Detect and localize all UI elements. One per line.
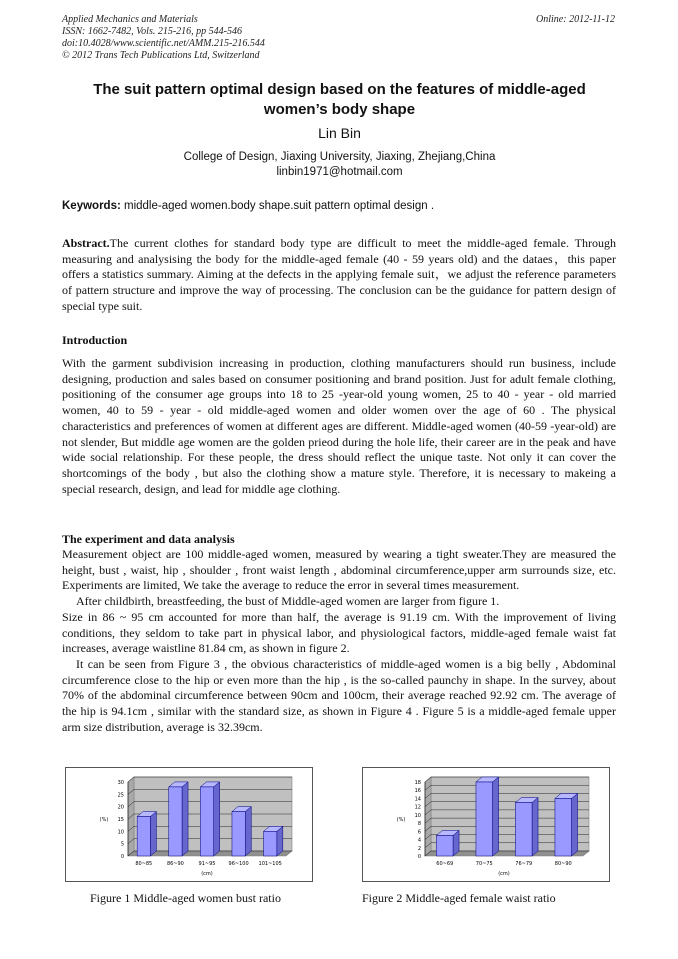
abstract-text: The current clothes for standard body type are difficult to meet the middle-aged female. Through measuring and analysising the body for the middle-aged female (40 - 59 years old) and the dataes，this paper offers a statistics summary. Aiming at the defects in the applying female suit，we adjust the reference parameters of pattern structure and improve the way of processing. The conclusion can be the guidance for pattern design of special type suit. <box>62 236 616 313</box>
y-tick-label: 15 <box>117 817 124 823</box>
copyright-line: © 2012 Trans Tech Publications Ltd, Switzerland <box>62 50 260 61</box>
x-tick-label: 60~69 <box>436 861 454 867</box>
bar-side <box>182 782 188 856</box>
bar <box>436 835 453 856</box>
y-tick-label: 0 <box>417 854 421 860</box>
x-axis-label: (cm) <box>201 871 213 877</box>
keywords-label: Keywords: <box>62 200 121 212</box>
title-line-1: The suit pattern optimal design based on the features of middle-aged <box>93 81 586 98</box>
bar <box>137 817 150 856</box>
x-tick-label: 96~100 <box>228 861 249 867</box>
y-tick-label: 30 <box>117 780 124 786</box>
figure-2-chart <box>362 767 610 882</box>
bar <box>555 798 572 856</box>
experiment-paragraph-3: Size in 86 ~ 95 cm accounted for more than half, the average is 91.19 cm. With the improvement of living conditions, they seldom to take part in physical labor, and physiological factors, middle-aged female waist fat increases, average waistline 81.84 cm, as shown in figure 2. <box>62 609 616 656</box>
keywords <box>62 200 434 212</box>
experiment-paragraph-1: Measurement object are 100 middle-aged women, measured by wearing a tight sweater.They are measured the height, bust , waist, hip , shoulder , front waist length , abdominal circumference,upper arm surrounds size, etc. Experiments are limited, We take the average to reduce the error in several times measurement. <box>62 547 616 593</box>
experiment-paragraph-2: After childbirth, breastfeeding, the bust of Middle-aged women are larger from figure 1. <box>76 594 500 609</box>
introduction-heading: Introduction <box>62 333 128 347</box>
title-line-2: women’s body shape <box>263 101 416 118</box>
y-tick-label: 5 <box>120 841 124 848</box>
x-tick-label: 91~95 <box>198 861 216 867</box>
y-tick-label: 4 <box>417 837 421 844</box>
y-tick-label: 18 <box>414 780 421 786</box>
bar-side <box>493 777 499 856</box>
bar <box>476 782 493 856</box>
author-name: Lin Bin <box>318 125 361 141</box>
y-tick-label: 16 <box>414 788 421 795</box>
figure-2-caption: Figure 2 Middle-aged female waist ratio <box>362 891 556 905</box>
waist-ratio-chart <box>363 768 609 881</box>
x-tick-label: 101~105 <box>258 861 282 867</box>
introduction-text: With the garment subdivision increasing in production, clothing manufacturers should run business, include designing, production and sales based on consumer positioning and brand position. Just for adult female clothing, positioning of the consumer age groups into 18 to 25 -year-old young women, 25 to 40 - year - old married women, 40 to 59 - year - old middle-aged women and older women over the age of 60 . The physical characteristics and preferences of women at different ages are different. Middle-aged women (40-59 -year-old) are not slender, But middle age women are the golden prieod during the hole life, their career are in the peak and have wide social relationship. For these people, the dress should reflect the unique taste. Not only it can cover the shortcomings of the body , but also the clothing show a mature style. Therefore, it is necessary to makeing a special research, design, and lead for middle age clothing. <box>62 356 616 496</box>
y-tick-label: 10 <box>117 829 124 836</box>
bar <box>200 787 213 856</box>
x-tick-label: 80~85 <box>135 861 153 867</box>
figure-1-chart <box>65 767 313 882</box>
y-tick-label: 2 <box>417 845 421 852</box>
paper-title <box>62 80 617 120</box>
y-tick-label: 20 <box>117 804 124 811</box>
abstract <box>62 236 616 315</box>
experiment-body <box>62 547 616 735</box>
y-tick-label: 8 <box>417 821 421 828</box>
experiment-paragraph-4: It can be seen from Figure 3 , the obvious characteristics of middle-aged women is a big belly , Abdominal circumference close to the hip or even more than the hip , is the so-called paunchy in shape. In the survey, about 70% of the abdominal circumference between 90cm and 100cm, their average reached 92.92 cm. The average of the hip is 94.1cm , similar with the standard size, as shown in Figure 4 . Figure 5 is a middle-aged female upper arm size distribution, average is 32.39cm. <box>62 656 616 734</box>
x-axis-label: (cm) <box>498 871 510 877</box>
bust-ratio-chart <box>66 768 312 881</box>
bar <box>264 831 277 856</box>
y-axis-label: (%) <box>99 817 109 823</box>
bar-side <box>532 798 538 856</box>
affiliation: College of Design, Jiaxing University, Jiaxing, Zhejiang,China <box>183 151 496 163</box>
affiliation-block <box>62 150 617 180</box>
y-axis-label: (%) <box>396 817 406 823</box>
bar <box>232 812 245 856</box>
online-date: Online: 2012-11-12 <box>536 14 615 25</box>
chart-side-wall <box>425 777 431 856</box>
y-tick-label: 12 <box>414 804 421 811</box>
figure-1-caption: Figure 1 Middle-aged women bust ratio <box>90 891 281 905</box>
x-tick-label: 76~79 <box>515 861 533 867</box>
bar-side <box>572 793 578 856</box>
y-tick-label: 0 <box>120 854 124 860</box>
bar <box>169 787 182 856</box>
bar-side <box>245 807 251 856</box>
journal-name: Applied Mechanics and Materials <box>62 14 198 25</box>
y-tick-label: 6 <box>417 829 421 836</box>
doi-line: doi:10.4028/www.scientific.net/AMM.215-216.544 <box>62 38 265 49</box>
x-tick-label: 86~90 <box>166 861 184 867</box>
abstract-label: Abstract. <box>62 236 110 250</box>
bar-side <box>150 812 156 856</box>
keywords-text: middle-aged women.body shape.suit pattern optimal design . <box>120 200 435 212</box>
bar <box>515 803 532 856</box>
x-tick-label: 70~75 <box>475 861 493 867</box>
experiment-heading: The experiment and data analysis <box>62 532 235 546</box>
issn-line: ISSN: 1662-7482, Vols. 215-216, pp 544-546 <box>62 26 242 37</box>
journal-header <box>62 14 265 62</box>
y-tick-label: 10 <box>414 812 421 819</box>
y-tick-label: 25 <box>117 792 124 799</box>
y-tick-label: 14 <box>414 796 421 803</box>
email[interactable]: linbin1971@hotmail.com <box>276 166 403 178</box>
x-tick-label: 80~90 <box>554 861 572 867</box>
bar-side <box>214 782 220 856</box>
